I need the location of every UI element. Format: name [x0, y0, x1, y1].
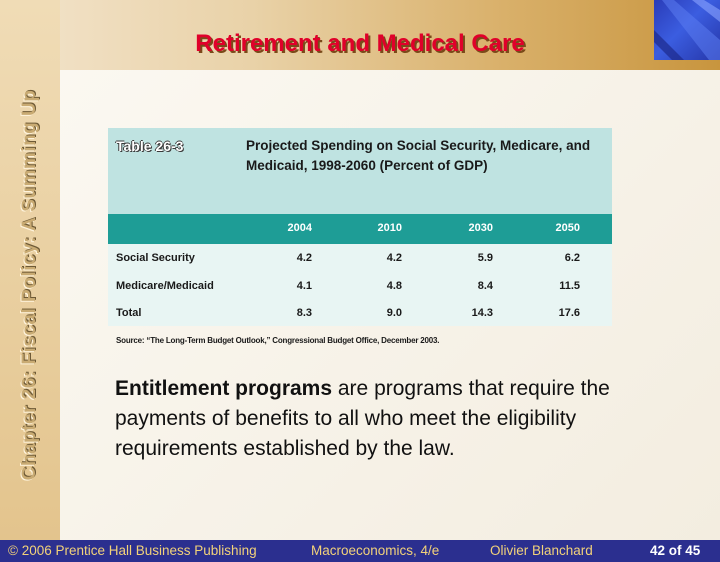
- table-header: [108, 128, 612, 214]
- footer-copyright: © 2006 Prentice Hall Business Publishing: [8, 543, 257, 558]
- definition-term: Entitlement programs: [115, 377, 333, 400]
- year-header: 2030: [468, 222, 493, 234]
- year-header: 2010: [377, 222, 402, 234]
- table-year-header: [108, 214, 612, 244]
- table-row: [108, 246, 612, 272]
- table-cell: 4.2: [296, 252, 312, 264]
- table-cell: 9.0: [386, 307, 402, 319]
- year-header: 2004: [287, 222, 312, 234]
- year-header: 2050: [555, 222, 580, 234]
- table-row: [108, 301, 612, 327]
- table-cell: 4.1: [296, 280, 312, 292]
- footer-book-title: Macroeconomics, 4/e: [311, 543, 440, 558]
- table-cell: 4.8: [386, 280, 402, 292]
- table-number: Table 26-3: [116, 138, 184, 154]
- table-cell: 6.2: [564, 252, 580, 264]
- page-number: 42 of 45: [650, 543, 701, 558]
- table-cell: 8.3: [296, 307, 312, 319]
- table-cell: 5.9: [477, 252, 493, 264]
- table-cell: 8.4: [477, 280, 493, 292]
- table-row: [108, 274, 612, 300]
- row-label: Total: [116, 307, 142, 319]
- table-cell: 17.6: [558, 307, 580, 319]
- page-title: Retirement and Medical Care: [195, 30, 525, 57]
- table-caption: Projected Spending on Social Security, Medicare, and Medicaid, 1998-2060 (Percent of GDP): [246, 138, 591, 173]
- table-cell: 11.5: [559, 280, 580, 292]
- table-source-note: Source: “The Long-Term Budget Outlook,” Congressional Budget Office, December 2003.: [116, 336, 440, 345]
- definition-body: are programs that require the payments of benefits to all who meet the eligibility requirements established by the law.: [115, 377, 610, 460]
- definition-text: [115, 374, 675, 464]
- data-table: [108, 128, 612, 326]
- table-cell: 14.3: [471, 307, 493, 319]
- table-cell: 4.2: [386, 252, 402, 264]
- chapter-vertical-title: Chapter 26: Fiscal Policy: A Summing Up: [19, 89, 40, 481]
- row-label: Medicare/Medicaid: [116, 280, 214, 292]
- row-label: Social Security: [116, 252, 195, 264]
- footer-author: Olivier Blanchard: [490, 543, 593, 558]
- footer-bar: [0, 540, 720, 562]
